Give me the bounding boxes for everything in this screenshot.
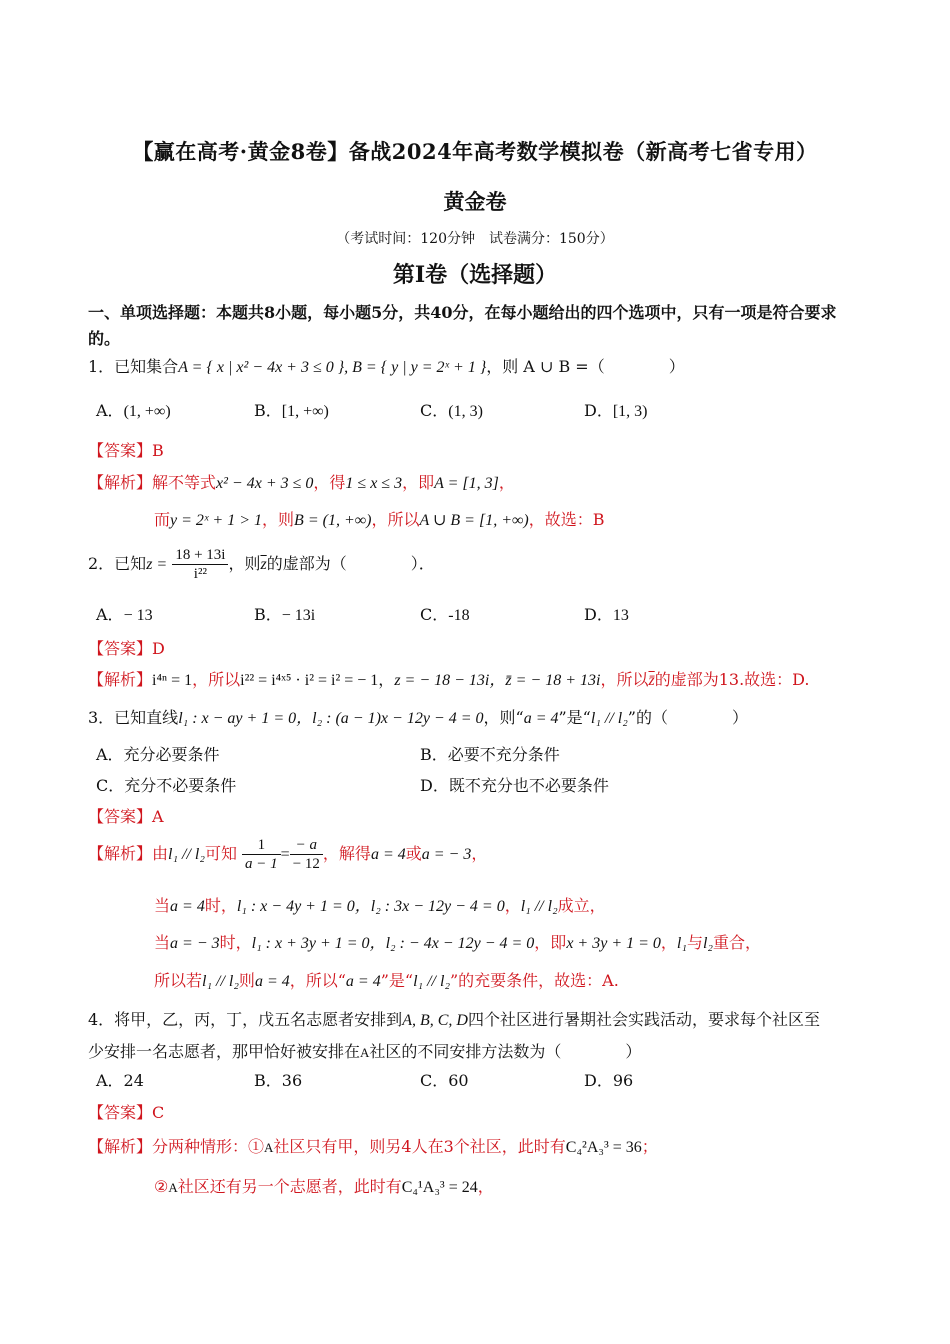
question-2-option-c: C．-18 xyxy=(420,605,470,624)
question-4-answer: 【答案】C xyxy=(88,1103,165,1122)
question-3-option-a: A．充分必要条件 xyxy=(96,745,220,764)
question-3-stem: 3．已知直线l₁ : x − ay + 1 = 0，l₂ : (a − 1)x − 12y − 4 = 0，则“a = 4”是“l₁ // l₂”的（ ） xyxy=(88,708,748,727)
question-1-option-c: C．(1, 3) xyxy=(420,401,483,420)
question-2-option-d: D．13 xyxy=(584,605,629,624)
question-1-analysis-line-1: 【解析】解不等式x² − 4x + 3 ≤ 0，得1 ≤ x ≤ 3，即A = [1, 3]， xyxy=(88,473,515,492)
part-header: 一、单项选择题：本题共8小题，每小题5分，共40分，在每小题给出的四个选项中，只有一项是符合要求的。 xyxy=(88,303,837,348)
question-1-stem: 1．已知集合A = { x | x² − 4x + 3 ≤ 0 }, B = { y | y = 2ˣ + 1 }，则 A ∪ B =（ ） xyxy=(88,357,685,376)
question-3-answer: 【答案】A xyxy=(88,807,164,826)
question-4-option-d: D．96 xyxy=(584,1071,634,1090)
document-title: 【赢在高考·黄金8卷】备战2024年高考数学模拟卷（新高考七省专用） xyxy=(132,139,818,164)
question-3-analysis-line-4: 所以若l₁ // l₂则a = 4，所以“a = 4”是“l₁ // l₂”的充要条件，故选：A. xyxy=(154,971,619,990)
question-4-analysis-line-2: ②A社区还有另一个志愿者，此时有C₄¹A₃³ = 24， xyxy=(154,1177,494,1196)
question-1-answer: 【答案】B xyxy=(88,441,164,460)
question-3-option-d: D．既不充分也不必要条件 xyxy=(420,776,609,795)
question-2-answer: 【答案】D xyxy=(88,639,165,658)
question-4-analysis-line-1: 【解析】分两种情形：①A社区只有甲，则另4人在3个社区，此时有C₄²A₃³ = 36； xyxy=(88,1137,658,1156)
question-2-analysis: 【解析】i⁴ⁿ = 1，所以i²² = i⁴ˣ⁵ · i² = i² = − 1，z = − 18 − 13i，z̄ = − 18 + 13i，所以z̄的虚部为13.故选：D. xyxy=(88,670,810,689)
question-4-stem-line-2: 少安排一名志愿者，那甲恰好被安排在A社区的不同安排方法数为（ ） xyxy=(88,1042,642,1061)
question-1-option-b: B．[1, +∞) xyxy=(254,401,329,420)
question-1-analysis-line-2: 而y = 2ˣ + 1 > 1，则B = (1, +∞)，所以A ∪ B = [1, +∞)，故选：B xyxy=(154,510,605,529)
exam-info: （考试时间：120分钟 试卷满分：150分） xyxy=(336,231,614,247)
question-2-option-a: A．− 13 xyxy=(96,605,153,624)
question-3-analysis-line-3: 当a = − 3时，l₁ : x + 3y + 1 = 0，l₂ : − 4x − 12y − 4 = 0，即x + 3y + 1 = 0，l₁与l₂重合， xyxy=(154,933,761,952)
question-2-stem: 2．已知z = $\frac{18 + 13i}{\text{i²²}}$ ，则$\overline{z}$的虚部为（ ）． xyxy=(88,547,435,582)
question-3-option-b: B．必要不充分条件 xyxy=(420,745,560,764)
question-4-option-a: A．24 xyxy=(96,1071,144,1090)
question-2-fraction: $\frac{18 + 13i}{\text{i²²}}$ xyxy=(172,546,228,583)
question-4-stem-line-1: 4．将甲，乙，丙，丁，戊五名志愿者安排到A, B, C, D四个社区进行暑期社会实践活动，要求每个社区至 xyxy=(88,1010,820,1029)
section-title: 第I卷（选择题） xyxy=(392,262,558,288)
question-3-analysis-line-1: 【解析】由l₁ // l₂可知 $\frac{1}{a - 1}$ = $\frac{- a}{- 12}$ ，解得a = 4或a = − 3， xyxy=(88,837,488,872)
question-1-option-a: A．(1, +∞) xyxy=(96,401,171,420)
document-subtitle: 黄金卷 xyxy=(443,189,507,214)
question-4-option-c: C．60 xyxy=(420,1071,469,1090)
question-3-fraction-2: $\frac{- a}{- 12}$ xyxy=(290,836,323,873)
question-3-option-c: C．充分不必要条件 xyxy=(96,776,237,795)
question-3-analysis-line-2: 当a = 4时，l₁ : x − 4y + 1 = 0，l₂ : 3x − 12y − 4 = 0，l₁ // l₂成立， xyxy=(154,896,606,915)
question-3-fraction-1: $\frac{1}{a - 1}$ xyxy=(242,836,281,873)
question-2-option-b: B．− 13i xyxy=(254,605,316,624)
question-1-option-d: D．[1, 3) xyxy=(584,401,648,420)
question-4-option-b: B．36 xyxy=(254,1071,303,1090)
